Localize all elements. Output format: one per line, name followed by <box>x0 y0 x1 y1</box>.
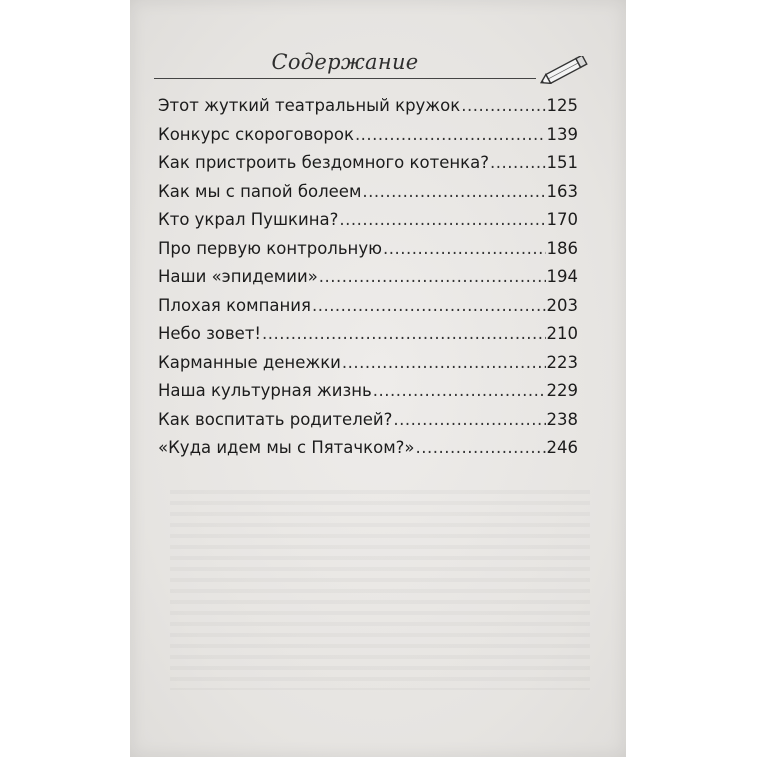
toc-entry-title: Как мы с папой болеем <box>158 181 362 201</box>
toc-entry-page: 210 <box>546 324 578 343</box>
toc-entry-page: 186 <box>546 238 578 258</box>
toc-dot-leader <box>373 381 546 400</box>
toc-dot-leader <box>461 96 545 115</box>
toc-entry-title: Наша культурная жизнь <box>158 381 372 400</box>
toc-entry <box>158 96 578 125</box>
toc-entry-title: Как воспитать родителей? <box>158 409 393 429</box>
toc-entry-title: Как пристроить бездомного котенка? <box>158 153 489 172</box>
toc-dot-leader <box>383 239 546 258</box>
pencil-icon <box>536 56 594 84</box>
toc-dot-leader <box>339 210 545 229</box>
toc-entry-title: Этот жуткий театральный кружок <box>158 96 461 115</box>
toc-entry-title: Кто украл Пушкина? <box>158 210 339 229</box>
toc-entry-page: 139 <box>546 124 578 144</box>
toc-entry-page: 194 <box>546 267 578 286</box>
toc-dot-leader <box>393 410 545 429</box>
toc-entry-title: «Куда идем мы с Пятачком?» <box>158 438 415 457</box>
toc-dot-leader <box>312 296 546 315</box>
toc-entry-page: 125 <box>546 96 578 115</box>
toc-dot-leader <box>355 125 546 144</box>
book-page <box>130 0 626 757</box>
toc-entry-page: 203 <box>546 295 578 315</box>
toc-entry <box>158 210 578 239</box>
header-rule <box>154 78 536 79</box>
toc-entry-page: 238 <box>546 409 578 429</box>
toc-entry-page: 246 <box>546 438 578 457</box>
toc-dot-leader <box>490 153 546 172</box>
toc-entry-title: Конкурс скороговорок <box>158 124 354 144</box>
toc-entry <box>158 324 578 353</box>
toc-entry <box>158 182 578 211</box>
toc-entry-page: 223 <box>546 352 578 372</box>
toc-entry-page: 151 <box>546 153 578 172</box>
toc-entry <box>158 353 578 382</box>
page-title: Содержание <box>271 50 419 74</box>
toc-entry-page: 170 <box>546 210 578 229</box>
toc-entry-title: Небо зовет! <box>158 324 262 343</box>
toc-entry-title: Плохая компания <box>158 295 311 315</box>
toc-entry <box>158 296 578 325</box>
toc-entry-title: Про первую контрольную <box>158 238 382 258</box>
toc-dot-leader <box>319 267 546 286</box>
toc-entry-title: Карманные денежки <box>158 352 341 372</box>
toc-dot-leader <box>416 438 546 457</box>
page-header <box>154 40 594 80</box>
toc-entry <box>158 125 578 154</box>
toc-entry <box>158 239 578 268</box>
toc-entry-title: Наши «эпидемии» <box>158 267 318 286</box>
table-of-contents <box>158 96 578 467</box>
toc-entry-page: 229 <box>546 381 578 400</box>
toc-entry <box>158 438 578 467</box>
toc-dot-leader <box>362 182 545 201</box>
toc-entry <box>158 267 578 296</box>
toc-dot-leader <box>342 353 546 372</box>
toc-entry <box>158 153 578 182</box>
toc-dot-leader <box>262 324 545 343</box>
toc-entry <box>158 410 578 439</box>
toc-entry <box>158 381 578 410</box>
toc-entry-page: 163 <box>546 181 578 201</box>
show-through-text <box>170 490 590 690</box>
